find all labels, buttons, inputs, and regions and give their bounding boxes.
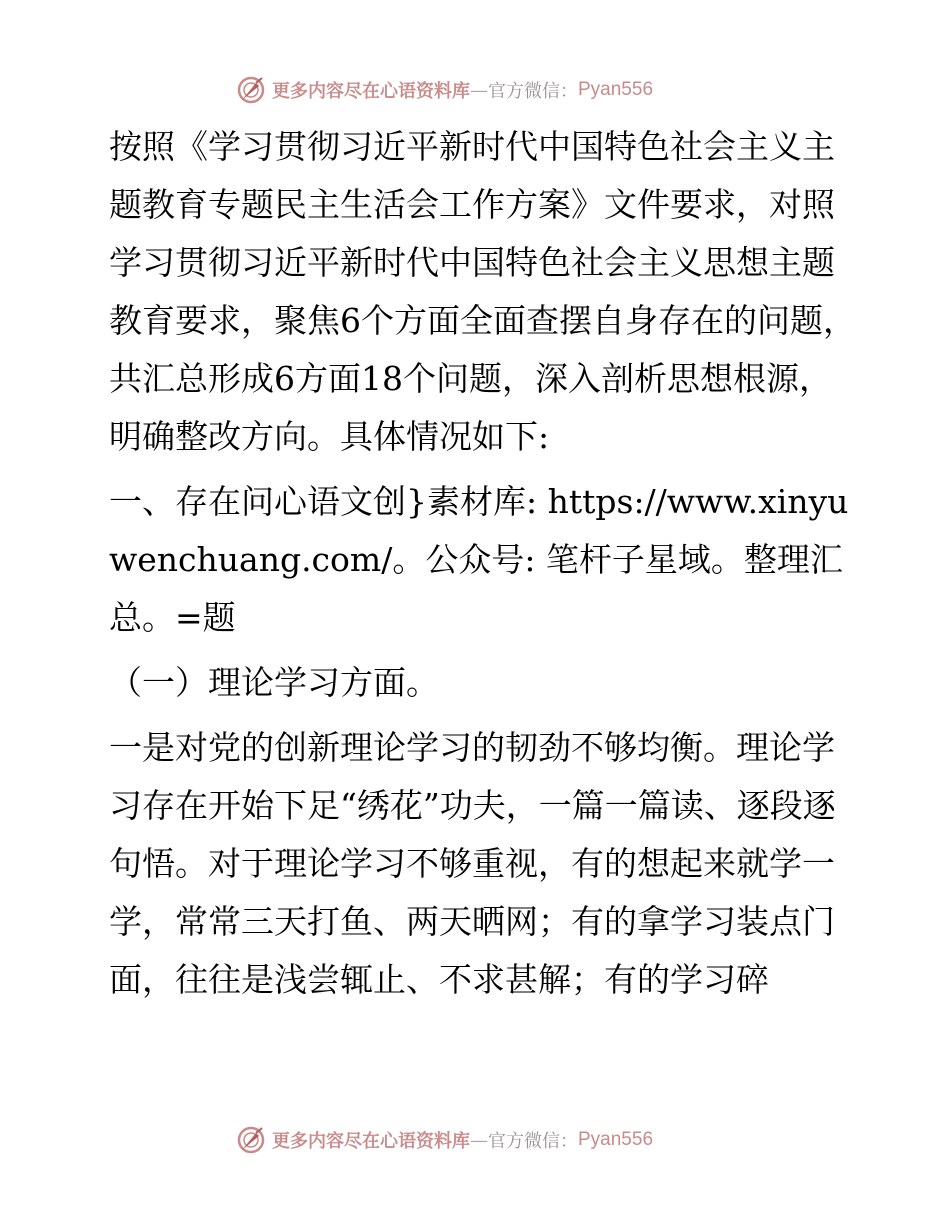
intro-paragraph: 按照《学习贯彻习近平新时代中国特色社会主义主题教育专题民主生活会工作方案》文件要求，对照学习贯彻习近平新时代中国特色社会主义思想主题教育要求，聚焦6个方面全面查摆自身存在的问题，共汇总形成6方面18个问题，深入剖析思想根源，明确整改方向。具体情况如下:: [109, 127, 856, 456]
quill-circle-logo-icon: [236, 75, 266, 105]
watermark-wechat-label: 官方微信：: [488, 1131, 578, 1152]
body-paragraph-first-issue: 一是对党的创新理论学习的韧劲不够均衡。理论学习存在开始下足“绣花”功夫，一篇一篇读、逐段逐句悟。对于理论学习不够重视，有的想起来就学一学，常常三天打鱼、两天晒网；有的拿学习装点门面，往往是浅尝辄止、不求甚解；有的学习碎: [109, 728, 836, 999]
watermark-main-text: 更多内容尽在心语资料库: [272, 1131, 470, 1152]
watermark-wechat-id: Pyan556: [578, 79, 654, 100]
watermark-wechat-id: Pyan556: [578, 1129, 654, 1150]
watermark-main-text: 更多内容尽在心语资料库: [272, 81, 470, 102]
footer-watermark: [236, 1125, 653, 1155]
watermark-wechat-label: 官方微信：: [488, 81, 578, 102]
watermark-dash: —: [470, 1129, 488, 1151]
watermark-dash: —: [470, 79, 488, 101]
section-heading-problems: 一、存在问心语文创}素材库: https://www.xinyuwenchuang.com/。公众号: 笔杆子星域。整理汇总。=题: [109, 482, 849, 637]
document-body: [97, 118, 857, 1009]
quill-circle-logo-icon: [236, 1125, 266, 1155]
subsection-heading-theory: （一）理论学习方面。: [109, 663, 439, 702]
header-watermark: [236, 75, 653, 105]
